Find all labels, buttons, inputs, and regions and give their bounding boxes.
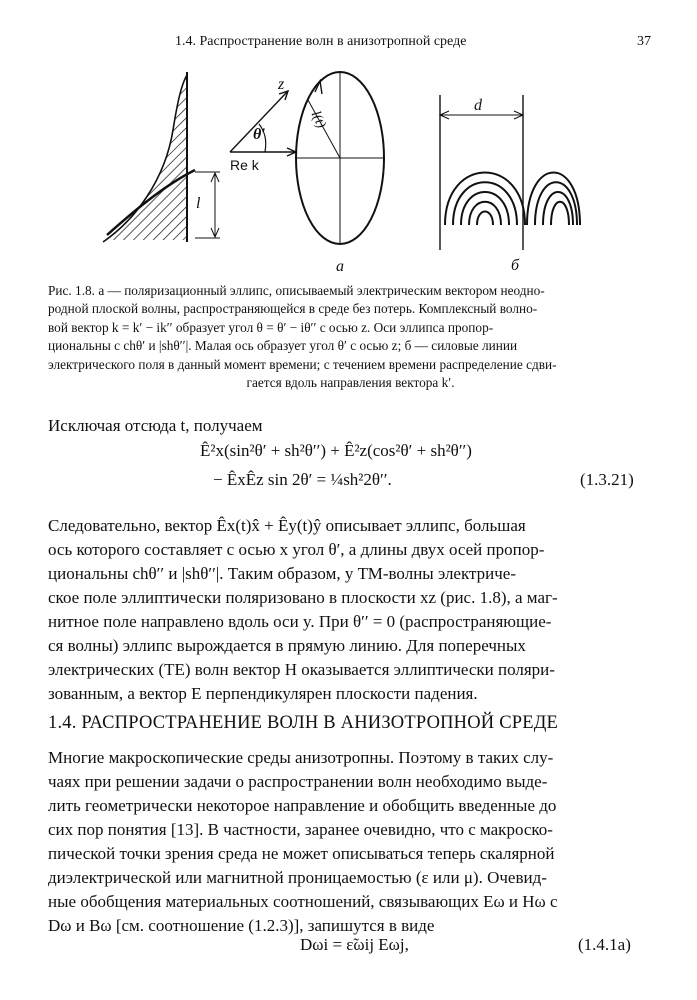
text-line: чаях при решении задачи о распространении волн необходимо выде- <box>48 772 548 791</box>
section-title: 1.4. РАСПРОСТРАНЕНИЕ ВОЛН В АНИЗОТРОПНОЙ СРЕДЕ <box>48 713 559 733</box>
equation-1-4-1a: Dωi = ε̃ωij Eωj, <box>300 935 409 954</box>
equation-number: (1.4.1a) <box>578 935 631 954</box>
equation-1-3-21-line1: Ê²x(sin²θ′ + sh²θ′′) + Ê²z(cos²θ′ + sh²θ′′) <box>200 441 472 460</box>
equation-1-3-21-line2: − ÊxÊz sin 2θ′ = ¼sh²2θ′′. <box>213 470 392 489</box>
label-z: z <box>278 76 285 93</box>
label-rek: Re k <box>230 157 259 173</box>
caption-line: родной плоской волны, распространяющейся в среде без потерь. Комплексный волно- <box>48 301 538 317</box>
figure-b-field-lines <box>435 95 585 255</box>
text-line: Многие макроскопические среды анизотропны. Поэтому в таких слу- <box>48 748 554 767</box>
text-line: циональны chθ′′ и |shθ′′|. Таким образом, у ТМ-волны электриче- <box>48 564 517 583</box>
text-line: нитное поле направлено вдоль оси y. При θ′′ = 0 (распространяющие- <box>48 612 552 631</box>
caption-line: циональны с chθ′ и |shθ′′|. Малая ось образует угол θ′ с осью z; б — силовые линии <box>48 338 518 354</box>
label-d: d <box>474 97 482 114</box>
text-line: ось которого составляет с осью x угол θ′, а длины двух осей пропор- <box>48 540 545 559</box>
caption-line: гается вдоль направления вектора k′. <box>246 375 455 391</box>
label-theta: θ′ <box>253 126 266 143</box>
label-l: l <box>196 195 201 212</box>
caption-prefix: Рис. 1.8. <box>48 283 96 298</box>
paragraph-2 <box>48 746 653 938</box>
figure-label-b: б <box>511 257 520 274</box>
figure-caption <box>48 282 653 392</box>
text-line: диэлектрической или магнитной проницаемостью (ε или μ). Очевид- <box>48 868 547 887</box>
paragraph-1 <box>48 514 653 706</box>
equation-number: (1.3.21) <box>580 470 634 489</box>
caption-line: вой вектор k = k′ − ik′′ образует угол θ = θ′ − iθ′′ с осью z. Оси эллипса пропор- <box>48 319 494 335</box>
caption-line: а — поляризационный эллипс, описываемый электрическим вектором неодно- <box>98 283 545 298</box>
figure-a-interface-diagram <box>95 70 225 250</box>
figure-label-a: а <box>336 258 344 275</box>
text-line: сих пор понятия [13]. В частности, заранее очевидно, что с макроско- <box>48 820 553 839</box>
page-number: 37 <box>637 34 651 49</box>
intro-line: Исключая отсюда t, получаем <box>48 416 263 435</box>
text-line: пической точки зрения среда не может описываться теперь скалярной <box>48 844 555 863</box>
running-header-title: 1.4. Распространение волн в анизотропной среде <box>175 34 467 49</box>
caption-line: электрического поля в данный момент времени; с течением времени распределение сдви- <box>48 356 557 372</box>
text-line: зованным, а вектор E перпендикулярен плоскости падения. <box>48 684 478 703</box>
figure-a-ellipse <box>290 70 390 265</box>
text-line: электрических (ТЕ) волн вектор H оказывается эллиптически поляри- <box>48 660 555 679</box>
text-line: Dω и Bω [см. соотношение (1.2.3)], запишутся в виде <box>48 916 435 935</box>
text-line: ные обобщения материальных соотношений, связывающих Eω и Hω с <box>48 892 558 911</box>
label-lt: l(t) <box>307 108 329 131</box>
text-line: лить геометрически некоторое направление и обобщить введенные до <box>48 796 557 815</box>
text-line: Следовательно, вектор Êx(t)x̂ + Êy(t)ŷ описывает эллипс, большая <box>48 516 526 535</box>
text-line: ское поле эллиптически поляризовано в плоскости xz (рис. 1.8), а маг- <box>48 588 558 607</box>
text-line: ся волны) эллипс вырождается в прямую линию. Для поперечных <box>48 636 526 655</box>
